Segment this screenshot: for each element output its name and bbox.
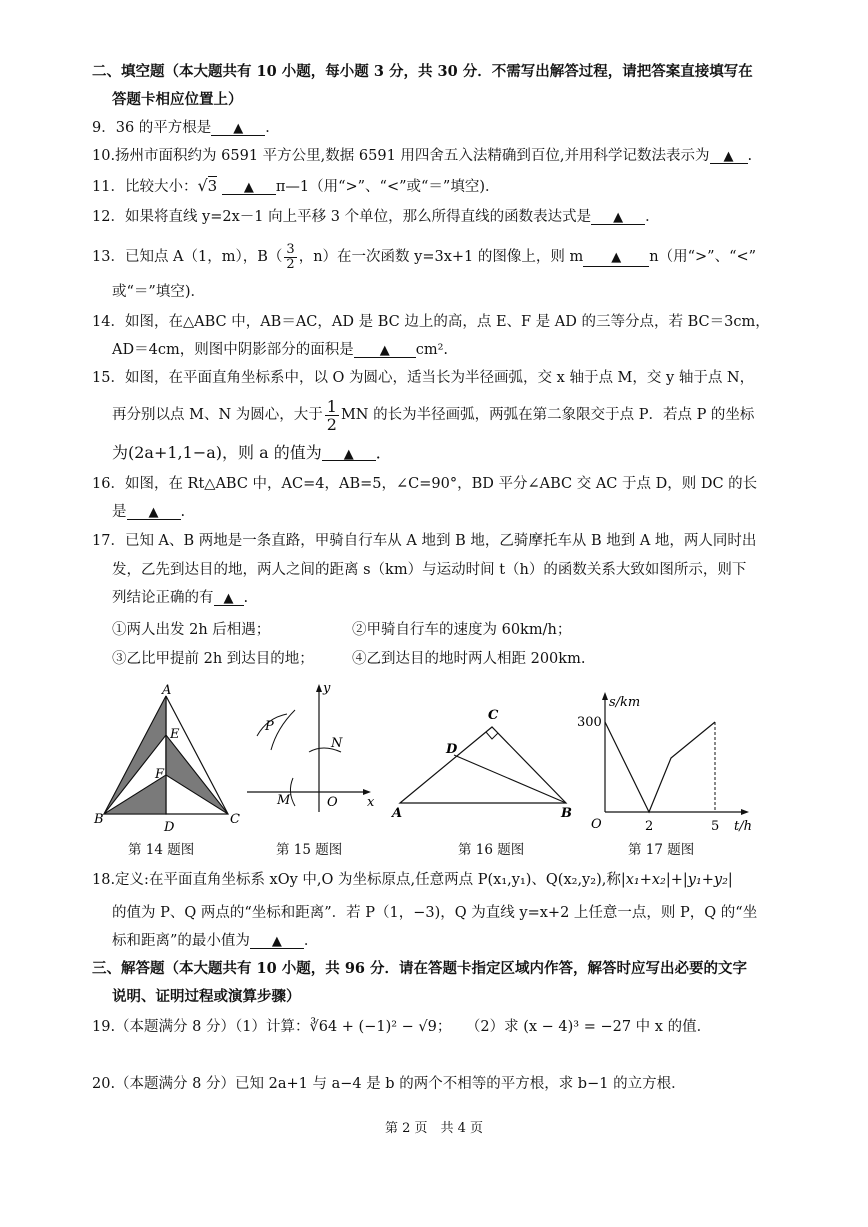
q13-mid: ，n）在一次函数 y=3x+1 的图像上，则 m <box>298 249 584 265</box>
q13-pre: 13．已知点 A（1，m），B（ <box>92 249 283 265</box>
answer-blank <box>214 588 244 606</box>
fig15-label-n: N <box>331 736 343 751</box>
q17-option-3: ③乙比甲提前 2h 到达目的地； <box>112 651 314 667</box>
q12-text: 12．如果将直线 y=2x－1 向上平移 3 个单位，那么所得直线的函数表达式是 <box>92 209 592 225</box>
frac-den: 2 <box>286 256 295 272</box>
fig16-triangle <box>400 727 566 803</box>
fig17-xtick-5: 5 <box>711 819 720 834</box>
fig17-ytick-300: 300 <box>577 715 602 730</box>
figure-15 <box>243 680 383 820</box>
frac-num: 1 <box>326 396 337 416</box>
q14-line1: 14．如图，在△ABC 中，AB＝AC，AD 是 BC 边上的高，点 E、F 是 AD 的三等分点，若 BC＝3cm， <box>92 314 770 330</box>
fig15-label-y: y <box>323 681 331 696</box>
q17-option-1: ①两人出发 2h 后相遇； <box>112 622 271 638</box>
section3-header-line1: 三、解答题（本大题共有 10 小题，共 96 分．请在答题卡指定区域内作答，解答时应写出必要的文字 <box>92 960 748 977</box>
q18-line1-pre: 18.定义:在平面直角坐标系 xOy 中,O 为坐标原点,任意两点 P(x₁,y₁)、Q(x₂,y₂),称 <box>92 872 621 888</box>
answer-blank <box>583 249 649 267</box>
q17-line1: 17．已知 A、B 两地是一条直路，甲骑自行车从 A 地到 B 地，乙骑摩托车从 B 地到 A 地，两人同时出 <box>92 533 757 549</box>
frac-den: 2 <box>326 414 337 434</box>
q18-line3-post: ． <box>303 933 319 949</box>
sqrt-symbol: √ <box>197 176 208 195</box>
figure-14 <box>92 683 252 836</box>
q17-option-4: ④乙到达目的地时两人相距 200km. <box>352 651 586 667</box>
question-12 <box>92 207 660 227</box>
fig16-label-b: B <box>561 806 572 821</box>
q15-line3-post: ． <box>375 443 392 462</box>
q11-sqrt-value: 3 <box>207 177 218 195</box>
question-17-line3 <box>112 588 248 608</box>
answer-blank <box>322 443 376 461</box>
q11-pre: 11．比较大小： <box>92 179 198 195</box>
question-15-line3 <box>112 443 392 463</box>
answer-blank <box>211 118 265 136</box>
triangle-mark: ▲ <box>223 591 234 606</box>
answer-blank <box>710 146 748 164</box>
question-18-line1 <box>92 870 733 890</box>
q15-line3-pre: 为(2a+1,1−a)，则 a 的值为 <box>112 443 322 462</box>
figure-16 <box>388 705 578 823</box>
section2-header-line2: 答题卡相应位置上） <box>112 91 243 108</box>
fig14-label-f: F <box>155 767 165 782</box>
fig17-caption: 第 17 题图 <box>628 842 695 858</box>
page-footer: 第 2 页 共 4 页 <box>384 1121 484 1136</box>
fraction-1-2 <box>325 398 339 433</box>
fig14-label-e: E <box>170 727 180 742</box>
answer-blank <box>222 177 276 195</box>
fig16-caption: 第 16 题图 <box>458 842 525 858</box>
fig15-label-p: P <box>265 719 274 734</box>
q18-formula: |x₁+x₂|+|y₁+y₂| <box>620 872 733 888</box>
triangle-mark: ▲ <box>611 250 622 265</box>
fig15-label-o: O <box>327 795 338 810</box>
question-20: 20.（本题满分 8 分）已知 2a+1 与 a−4 是 b 的两个不相等的平方根，求 b−1 的立方根． <box>92 1076 686 1092</box>
q12-end: ． <box>645 209 660 225</box>
fig14-label-a: A <box>162 683 172 698</box>
fig16-label-a: A <box>392 806 403 821</box>
q17-option-2: ②甲骑自行车的速度为 60km/h； <box>352 622 572 638</box>
q9-end: ． <box>265 120 280 136</box>
triangle-mark: ▲ <box>343 447 354 462</box>
q13-line2: 或“＝”填空)． <box>112 284 205 300</box>
triangle-mark: ▲ <box>233 121 244 136</box>
q17-line3-post: . <box>243 590 249 606</box>
q14-line2-post: cm². <box>415 342 448 358</box>
q10-end: . <box>747 148 753 164</box>
fig14-label-b: B <box>94 812 104 827</box>
triangle-mark: ▲ <box>148 505 159 520</box>
fig16-right-angle-mark <box>486 732 498 739</box>
frac-num: 3 <box>286 241 295 257</box>
fig17-origin-label: O <box>591 817 602 832</box>
fig14-label-d: D <box>164 820 175 835</box>
fig17-x-arrow <box>741 809 749 815</box>
fig15-y-arrow <box>316 684 322 692</box>
q18-line2: 的值为 P、Q 两点的“坐标和距离”．若 P（1，−3)，Q 为直线 y=x+2 上任意一点，则 P，Q 的“坐 <box>112 905 758 921</box>
q15-line2-post: MN 的长为半径画弧，两弧在第二象限交于点 P．若点 P 的坐标 <box>340 407 755 423</box>
fig17-ylabel: s/km <box>609 695 641 710</box>
section3-header-line2: 说明、证明过程或演算步骤） <box>112 988 301 1005</box>
fig15-label-x: x <box>367 795 375 810</box>
q13-post: n（用“>”、“<” <box>649 249 757 265</box>
answer-blank <box>591 207 645 225</box>
q18-line3-pre: 标和距离”的最小值为 <box>112 933 250 949</box>
fig16-label-c: C <box>488 708 499 723</box>
section2-header-line1: 二、填空题（本大题共有 10 小题，每小题 3 分，共 30 分．不需写出解答过程，请把答案直接填写在 <box>92 63 753 80</box>
fig15-arc-from-m <box>271 710 295 750</box>
answer-blank <box>354 340 416 358</box>
triangle-mark: ▲ <box>613 210 624 225</box>
q17-line3-pre: 列结论正确的有 <box>112 590 214 606</box>
figure-17-chart <box>577 688 760 836</box>
fig17-y-arrow <box>602 692 608 700</box>
question-18-line3 <box>112 931 318 951</box>
fig16-label-d: D <box>446 742 458 757</box>
fig14-label-c: C <box>230 812 240 827</box>
question-10 <box>92 146 752 166</box>
triangle-mark: ▲ <box>379 343 390 358</box>
answer-blank <box>127 502 181 520</box>
question-13 <box>92 240 756 274</box>
q11-mid: π—1（用“>”、“<”或“＝”填空)． <box>275 179 500 195</box>
q10-text: 10.扬州市面积约为 6591 平方公里,数据 6591 用四舍五入法精确到百位,并用科学记数法表示为 <box>92 148 710 164</box>
question-11 <box>92 176 500 197</box>
fig16-bisector-bd <box>454 755 566 803</box>
q16-line1: 16．如图，在 Rt△ABC 中，AC=4，AB=5，∠C=90°，BD 平分∠ABC 交 AC 于点 D，则 DC 的长 <box>92 476 758 492</box>
fig17-xtick-2: 2 <box>645 819 654 834</box>
answer-blank <box>250 931 304 949</box>
question-19: 19.（本题满分 8 分）（1）计算：∛64 + (−1)² − √9； （2）求 (x − 4)³ = −27 中 x 的值． <box>92 1019 712 1035</box>
q14-line2-pre: AD＝4cm，则图中阴影部分的面积是 <box>112 342 354 358</box>
fig14-caption: 第 14 题图 <box>128 842 195 858</box>
fig15-label-m: M <box>277 793 291 808</box>
triangle-mark: ▲ <box>243 180 254 195</box>
q16-line2-post: . <box>180 504 186 520</box>
question-16-line2 <box>112 502 185 522</box>
fig17-series-line <box>605 722 715 812</box>
question-15-line2 <box>112 397 754 433</box>
fig15-caption: 第 15 题图 <box>276 842 343 858</box>
q17-line2: 发，乙先到达目的地，两人之间的距离 s（km）与运动时间 t（h）的函数关系大致如图所示，则下 <box>112 562 747 578</box>
question-9 <box>92 118 280 138</box>
fraction-3-2 <box>284 243 296 272</box>
triangle-mark: ▲ <box>723 149 734 164</box>
q15-line1: 15．如图，在平面直角坐标系中，以 O 为圆心，适当长为半径画弧，交 x 轴于点 M，交 y 轴于点 N， <box>92 370 755 386</box>
question-14-line2 <box>112 340 448 360</box>
q16-line2-pre: 是 <box>112 504 127 520</box>
q15-line2-pre: 再分别以点 M、N 为圆心，大于 <box>112 407 323 423</box>
fig17-xlabel: t/h <box>734 819 752 834</box>
triangle-mark: ▲ <box>271 934 282 949</box>
q9-text: 9．36 的平方根是 <box>92 120 212 136</box>
